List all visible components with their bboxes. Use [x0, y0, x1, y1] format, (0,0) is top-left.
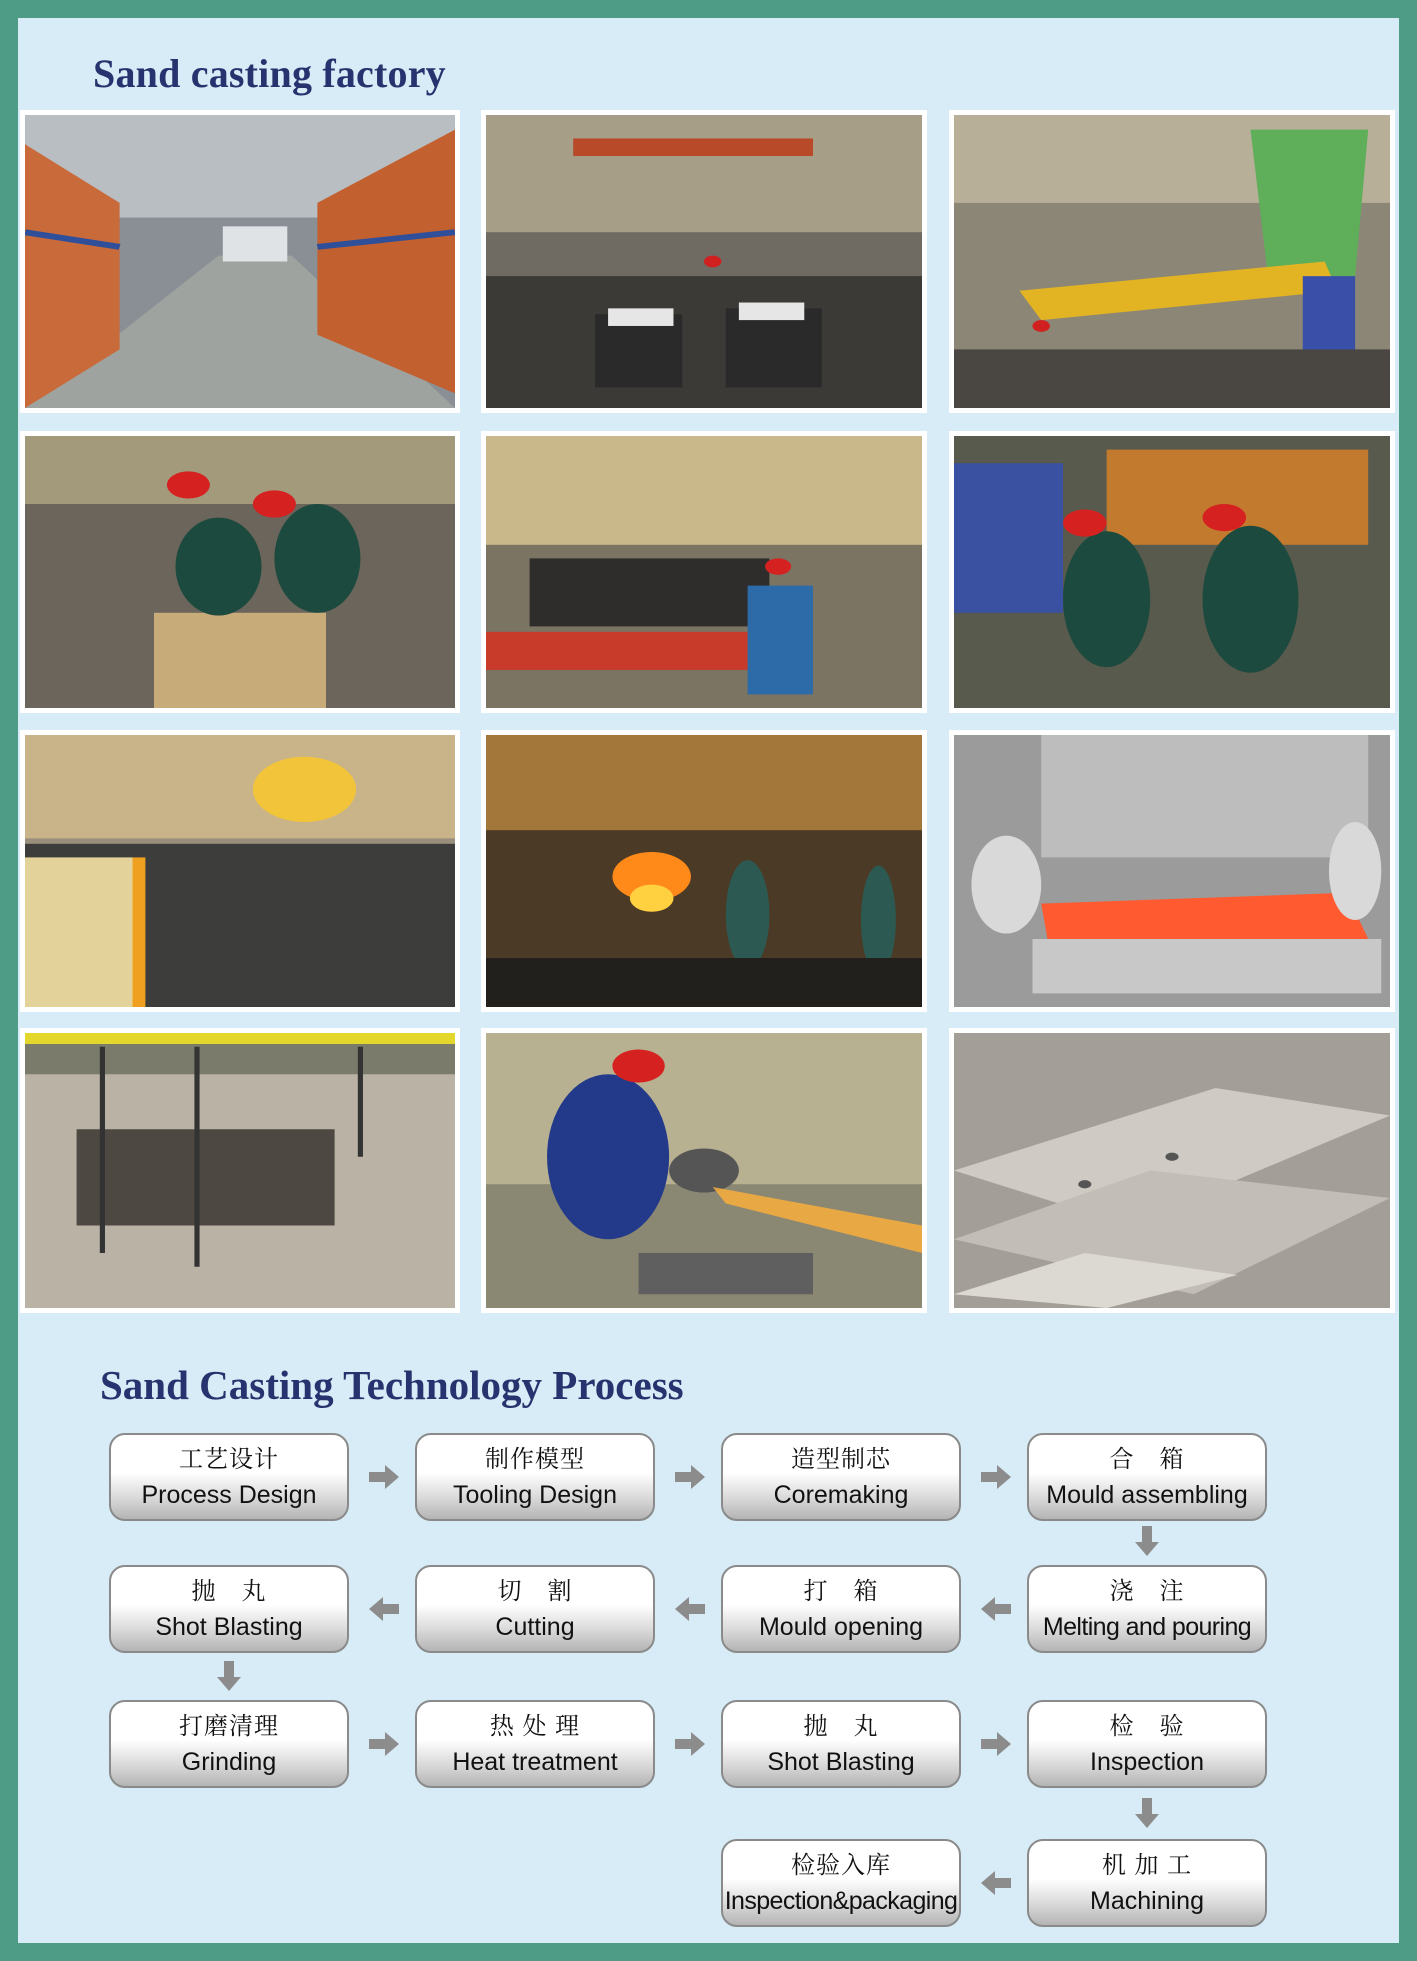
step-label-cn: 制作模型	[485, 1446, 585, 1473]
brochure-page	[18, 18, 1399, 1943]
arrow-right-icon	[369, 1465, 399, 1489]
arrow-down-icon	[217, 1661, 241, 1691]
step-label-en: Melting and pouring	[1042, 1613, 1252, 1641]
step-label-en: Coremaking	[773, 1481, 909, 1509]
step-machining	[1027, 1839, 1267, 1927]
photo-finished-castings	[949, 1028, 1395, 1313]
step-shot-blasting-2	[721, 1700, 961, 1788]
step-label-en: Shot Blasting	[767, 1748, 915, 1776]
photo-metal-pouring	[481, 730, 927, 1012]
arrow-right-icon	[981, 1465, 1011, 1489]
step-cutting	[415, 1565, 655, 1653]
step-grinding	[109, 1700, 349, 1788]
step-label-cn: 热 处 理	[489, 1713, 581, 1740]
step-label-cn: 打磨清理	[179, 1713, 279, 1740]
step-label-en: Tooling Design	[453, 1481, 617, 1509]
photo-grinding-worker	[481, 1028, 927, 1313]
step-mould-assembling	[1027, 1433, 1267, 1521]
step-process-design	[109, 1433, 349, 1521]
step-label-cn: 检 验	[1109, 1713, 1185, 1740]
step-label-en: Heat treatment	[452, 1748, 618, 1776]
arrow-right-icon	[675, 1732, 705, 1756]
photo-induction-furnace	[20, 730, 460, 1012]
arrow-left-icon	[981, 1597, 1011, 1621]
step-label-en: Mould assembling	[1046, 1481, 1248, 1509]
photo-warehouse-racks	[20, 110, 460, 413]
photo-sand-mixer	[949, 110, 1395, 413]
step-shot-blasting	[109, 1565, 349, 1653]
step-inspection-packaging	[721, 1839, 961, 1927]
step-tooling-design	[415, 1433, 655, 1521]
process-section-title: Sand Casting Technology Process	[100, 1362, 684, 1408]
step-label-en: Shot Blasting	[155, 1613, 303, 1641]
step-label-en: Mould opening	[758, 1613, 923, 1641]
arrow-down-icon	[1135, 1798, 1159, 1828]
step-melting-pouring	[1027, 1565, 1267, 1653]
step-label-cn: 机 加 工	[1101, 1852, 1193, 1879]
arrow-right-icon	[981, 1732, 1011, 1756]
arrow-left-icon	[675, 1597, 705, 1621]
factory-section-title: Sand casting factory	[93, 51, 446, 96]
step-label-en: Grinding	[181, 1748, 277, 1776]
step-label-en: Inspection&packaging	[724, 1887, 958, 1915]
arrow-right-icon	[675, 1465, 705, 1489]
step-mould-opening	[721, 1565, 961, 1653]
step-label-cn: 打 箱	[803, 1578, 879, 1605]
step-label-en: Process Design	[141, 1481, 317, 1509]
arrow-right-icon	[369, 1732, 399, 1756]
arrow-left-icon	[981, 1871, 1011, 1895]
photo-molding-workers	[20, 431, 460, 713]
step-label-cn: 抛 丸	[803, 1713, 879, 1740]
step-label-cn: 合 箱	[1109, 1446, 1185, 1473]
step-label-en: Inspection	[1090, 1748, 1204, 1776]
photo-molding-line	[481, 431, 927, 713]
step-label-cn: 工艺设计	[179, 1446, 279, 1473]
step-label-en: Cutting	[495, 1613, 575, 1641]
arrow-down-icon	[1135, 1526, 1159, 1556]
photo-heat-treatment-furnace	[949, 730, 1395, 1012]
step-label-cn: 切 割	[497, 1578, 573, 1605]
step-heat-treatment	[415, 1700, 655, 1788]
step-label-cn: 检验入库	[791, 1852, 891, 1879]
photo-quenching-tank	[20, 1028, 460, 1313]
photo-foundry-floor	[481, 110, 927, 413]
arrow-left-icon	[369, 1597, 399, 1621]
photo-core-shooter	[949, 431, 1395, 713]
step-label-cn: 造型制芯	[791, 1446, 891, 1473]
step-label-cn: 抛 丸	[191, 1578, 267, 1605]
step-inspection	[1027, 1700, 1267, 1788]
step-label-cn: 浇 注	[1109, 1578, 1185, 1605]
step-coremaking	[721, 1433, 961, 1521]
step-label-en: Machining	[1090, 1887, 1204, 1915]
